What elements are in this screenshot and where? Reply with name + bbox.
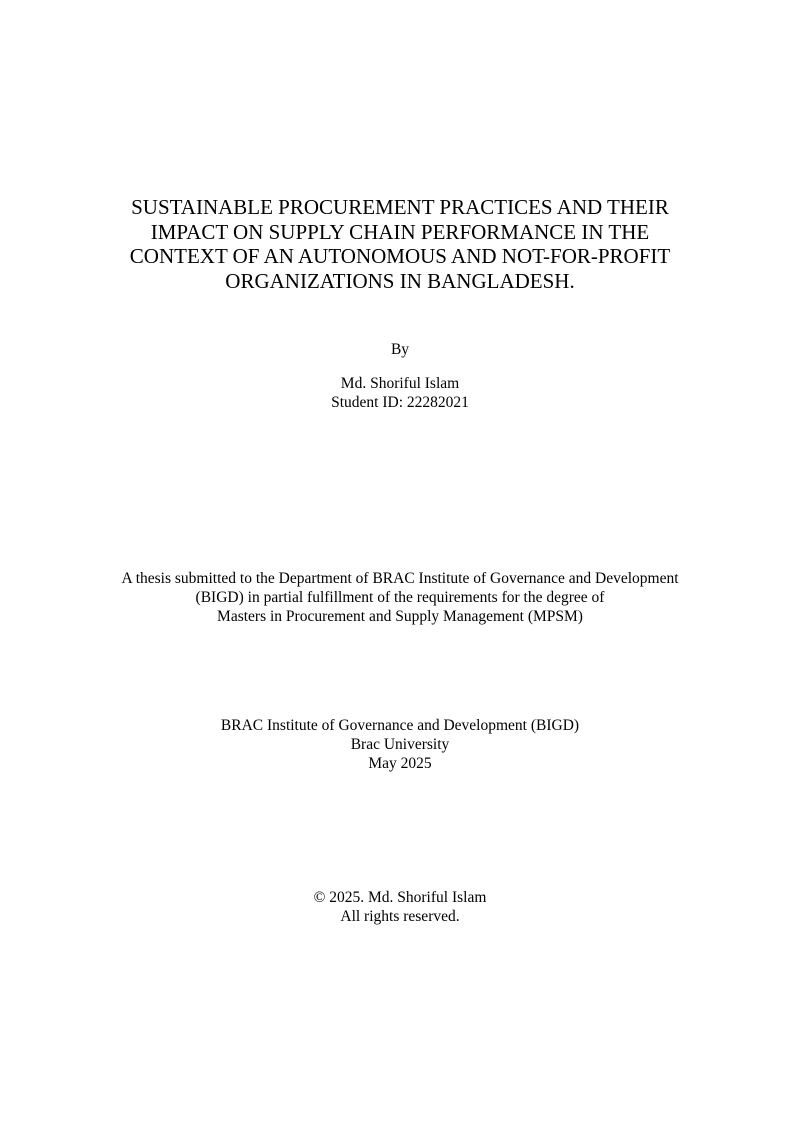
- university-name: Brac University: [350, 736, 450, 753]
- thesis-title-line-1: SUSTAINABLE PROCUREMENT PRACTICES AND THEIR: [131, 195, 669, 219]
- thesis-statement-line-3: Masters in Procurement and Supply Management (MPSM): [217, 608, 583, 625]
- thesis-title-line-4: ORGANIZATIONS IN BANGLADESH.: [225, 268, 575, 293]
- thesis-title-line-2: IMPACT ON SUPPLY CHAIN PERFORMANCE IN THE: [150, 219, 650, 244]
- institution-info: [0, 716, 800, 773]
- thesis-statement-line-1: A thesis submitted to the Department of BRAC Institute of Governance and Development: [121, 570, 679, 587]
- student-id: Student ID: 22282021: [331, 394, 469, 411]
- thesis-statement-line-2: (BIGD) in partial fulfillment of the requirements for the degree of: [195, 589, 605, 606]
- author-info: [0, 374, 800, 412]
- thesis-title: [0, 195, 800, 293]
- thesis-statement: [0, 569, 800, 626]
- copyright-notice: © 2025. Md. Shoriful Islam: [313, 889, 487, 906]
- by-label: By: [390, 341, 410, 358]
- institution-name: BRAC Institute of Governance and Development (BIGD): [220, 717, 580, 734]
- rights-reserved: All rights reserved.: [340, 908, 460, 925]
- submission-date: May 2025: [368, 755, 432, 772]
- author-name: Md. Shoriful Islam: [340, 375, 460, 392]
- thesis-title-line-3: CONTEXT OF AN AUTONOMOUS AND NOT-FOR-PROFIT: [129, 244, 671, 268]
- copyright-info: [0, 888, 800, 926]
